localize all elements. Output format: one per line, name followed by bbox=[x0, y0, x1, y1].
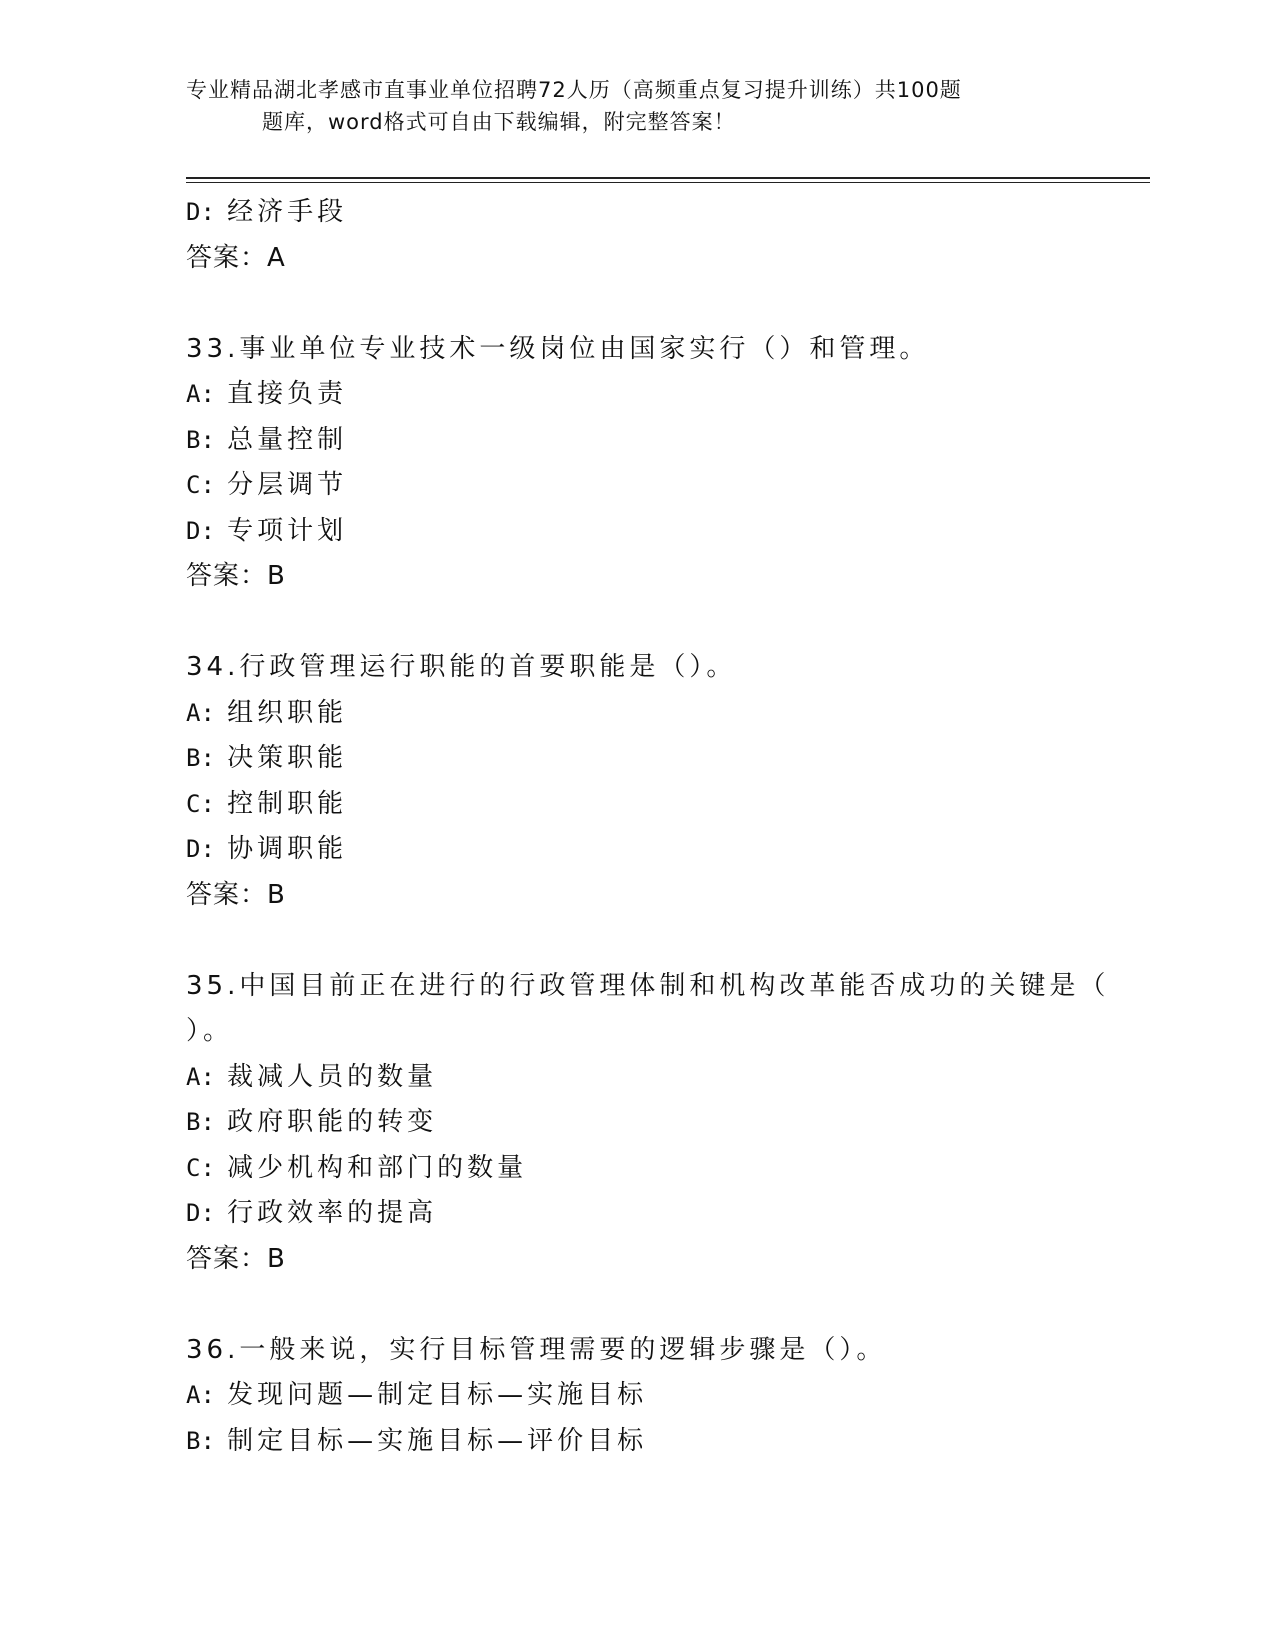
option-letter: B: bbox=[186, 1108, 215, 1136]
option-letter: B: bbox=[186, 744, 215, 772]
header-title-line2: 题库，word格式可自由下载编辑，附完整答案！ bbox=[262, 110, 736, 134]
question-stem: 34.行政管理运行职能的首要职能是（）。 bbox=[186, 652, 737, 682]
option-text: 裁减人员的数量 bbox=[227, 1061, 438, 1092]
option-text: 专项计划 bbox=[227, 515, 348, 546]
answer-line: 答案：A bbox=[186, 242, 286, 273]
option-letter: D: bbox=[186, 835, 215, 863]
option-d bbox=[186, 190, 1086, 236]
question-stem-line2: ）。 bbox=[186, 1016, 234, 1046]
option-letter: C: bbox=[186, 471, 215, 499]
option-c bbox=[186, 782, 1086, 828]
option-text: 经济手段 bbox=[227, 197, 348, 227]
spacer bbox=[186, 600, 1086, 646]
option-letter: A: bbox=[186, 380, 215, 408]
question-stem: 33.事业单位专业技术一级岗位由国家实行（）和管理。 bbox=[186, 333, 930, 364]
spacer bbox=[186, 1282, 1086, 1328]
option-a bbox=[186, 1055, 1086, 1101]
answer-line: 答案：B bbox=[186, 879, 286, 910]
header-rule-thin bbox=[186, 182, 1150, 183]
option-c bbox=[186, 463, 1086, 509]
option-text: 分层调节 bbox=[227, 470, 348, 500]
header-rule-thick bbox=[186, 177, 1150, 179]
option-text: 制定目标—实施目标—评价目标 bbox=[227, 1425, 648, 1456]
option-letter: B: bbox=[186, 425, 215, 454]
option-letter: D: bbox=[186, 516, 215, 545]
question-stem: 36.一般来说，实行目标管理需要的逻辑步骤是（）。 bbox=[186, 1334, 887, 1365]
option-text: 直接负责 bbox=[227, 379, 348, 409]
header-title-line1: 专业精品湖北孝感市直事业单位招聘72人历（高频重点复习提升训练）共100题 bbox=[186, 78, 962, 102]
document-header bbox=[186, 74, 1066, 138]
spacer bbox=[186, 281, 1086, 327]
option-d bbox=[186, 509, 1086, 555]
spacer bbox=[186, 918, 1086, 964]
option-text: 控制职能 bbox=[227, 788, 348, 819]
answer-line: 答案：B bbox=[186, 561, 286, 591]
option-b bbox=[186, 1100, 1086, 1146]
option-a bbox=[186, 691, 1086, 737]
option-text: 决策职能 bbox=[227, 743, 348, 773]
option-letter: A: bbox=[186, 1062, 215, 1091]
option-letter: A: bbox=[186, 1381, 215, 1409]
option-d bbox=[186, 1191, 1086, 1237]
option-b bbox=[186, 736, 1086, 782]
option-letter: A: bbox=[186, 698, 215, 727]
option-a bbox=[186, 1373, 1086, 1419]
option-letter: B: bbox=[186, 1426, 215, 1455]
question-list bbox=[186, 190, 1110, 1464]
option-text: 行政效率的提高 bbox=[227, 1198, 438, 1228]
option-letter: C: bbox=[186, 1153, 215, 1182]
option-text: 协调职能 bbox=[227, 834, 348, 864]
option-b bbox=[186, 1419, 1086, 1465]
option-letter: D: bbox=[186, 198, 215, 226]
option-text: 政府职能的转变 bbox=[227, 1107, 438, 1137]
answer-line: 答案：B bbox=[186, 1243, 286, 1274]
option-c bbox=[186, 1146, 1086, 1192]
option-a bbox=[186, 372, 1086, 418]
option-letter: D: bbox=[186, 1199, 215, 1227]
option-b bbox=[186, 418, 1086, 464]
option-text: 总量控制 bbox=[227, 424, 348, 455]
option-text: 减少机构和部门的数量 bbox=[227, 1152, 528, 1183]
question-stem-line1: 35.中国目前正在进行的行政管理体制和机构改革能否成功的关键是（ bbox=[186, 970, 1110, 1001]
option-d bbox=[186, 827, 1086, 873]
option-letter: C: bbox=[186, 789, 215, 818]
option-text: 组织职能 bbox=[227, 697, 348, 728]
option-text: 发现问题—制定目标—实施目标 bbox=[227, 1380, 648, 1410]
